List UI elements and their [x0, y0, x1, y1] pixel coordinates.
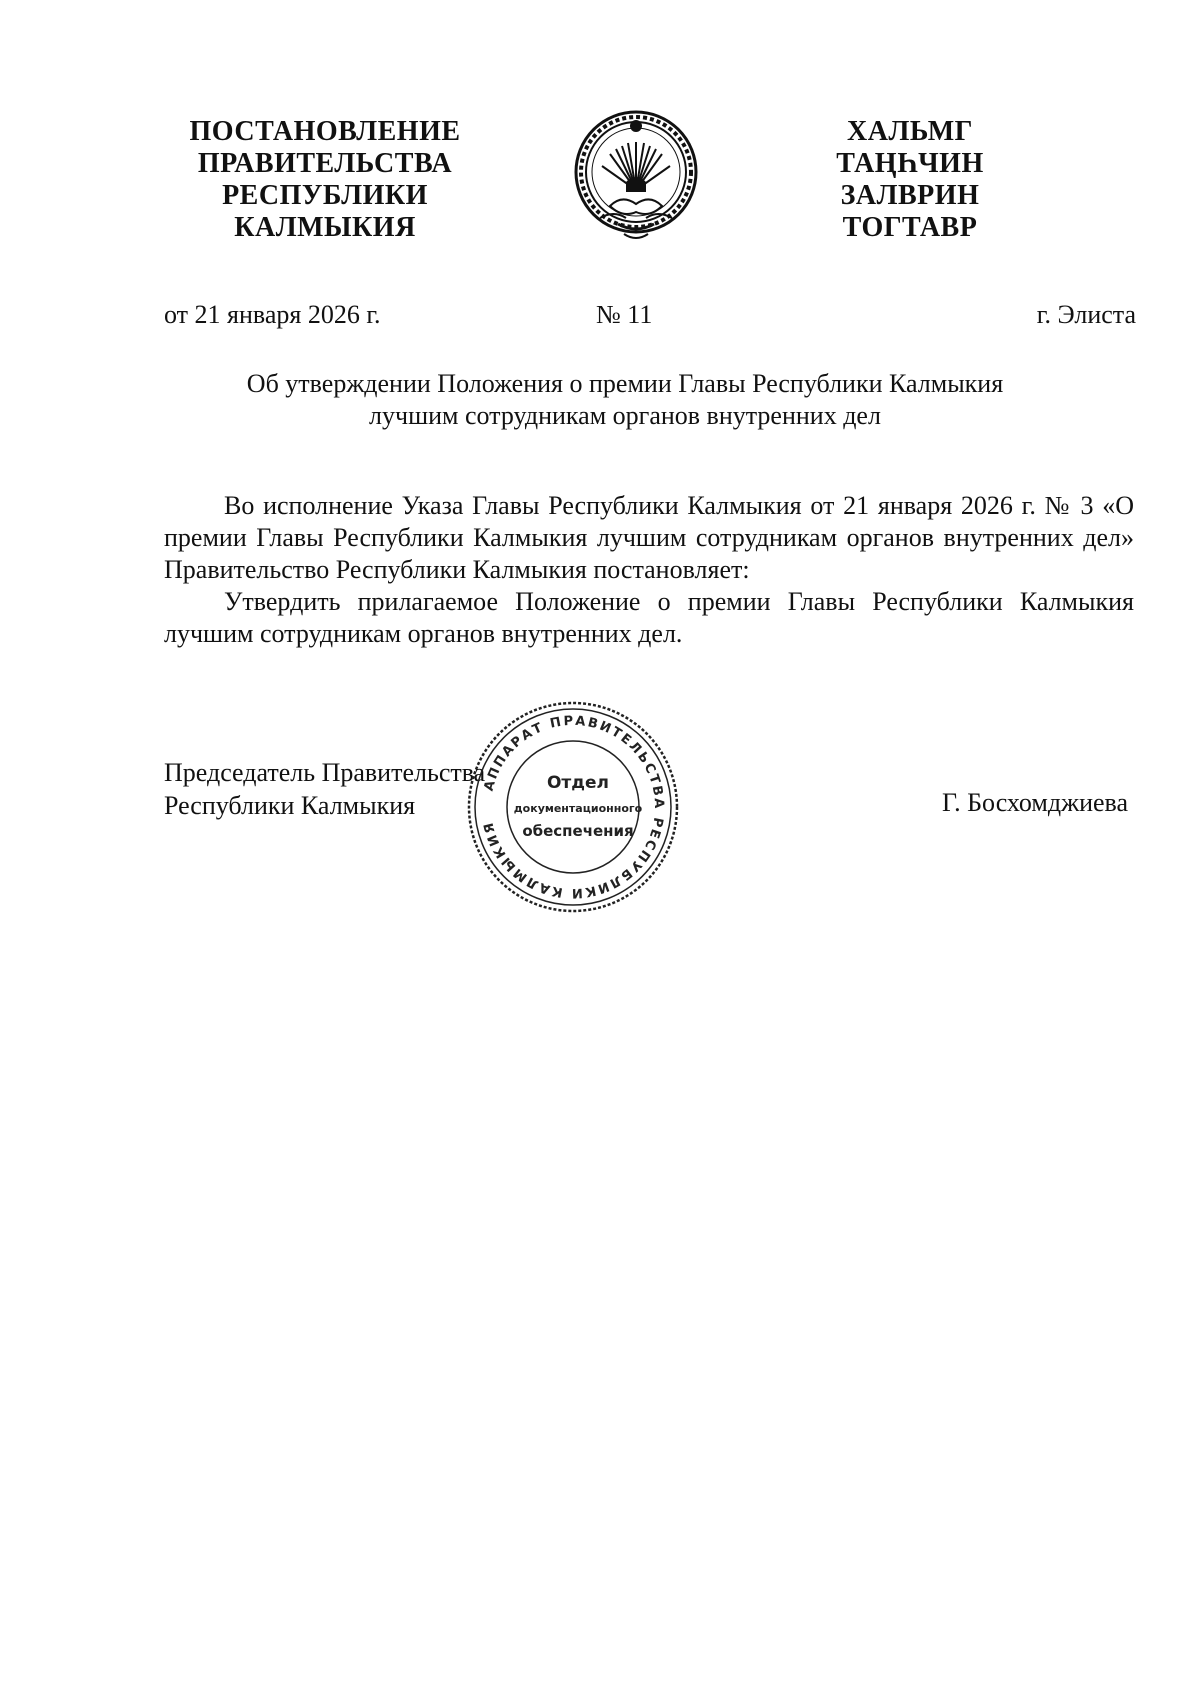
- document-title: [160, 368, 1090, 432]
- signatory-position-line-1: Председатель Правительства: [164, 758, 486, 787]
- document-number: № 11: [596, 300, 653, 329]
- header-right-line-2: ТАҢҺЧИН: [836, 148, 984, 179]
- document-body: [164, 490, 1134, 650]
- document-city: г. Элиста: [1036, 300, 1136, 329]
- header-right-line-3: ЗАЛВРИН: [840, 180, 980, 211]
- title-line-1: Об утверждении Положения о премии Главы Республики Калмыкия: [246, 369, 1004, 398]
- body-paragraph-1: Во исполнение Указа Главы Республики Калмыкия от 21 января 2026 г. № 3 «О премии Главы Республики Калмыкия лучшим сотрудникам органов внутренних дел» Правительство Республики Калмыкия постановляет:: [164, 491, 1134, 584]
- stamp-center-line-1: Отдел: [546, 773, 610, 793]
- kalmykia-coat-of-arms-icon: [570, 106, 702, 248]
- header-right-line-4: ТОГТАВР: [842, 212, 978, 243]
- signatory-position-line-2: Республики Калмыкия: [164, 791, 416, 820]
- stamp-center-line-2: документационного: [513, 802, 643, 815]
- signatory-position: [164, 756, 485, 822]
- body-paragraph-2: Утвердить прилагаемое Положение о премии Главы Республики Калмыкия лучшим сотрудникам органов внутренних дел.: [164, 587, 1134, 648]
- header-left-line-3: РЕСПУБЛИКИ: [222, 180, 428, 211]
- stamp-ring-text: АППАРАТ ПРАВИТЕЛЬСТВА РЕСПУБЛИКИ КАЛМЫКИЯ: [481, 713, 667, 901]
- header-right-line-1: ХАЛЬМГ: [847, 116, 973, 147]
- official-stamp: [462, 696, 684, 918]
- stamp-center-line-3: обеспечения: [522, 822, 634, 840]
- document-date: от 21 января 2026 г.: [164, 300, 381, 329]
- header-kalmyk-title: [800, 116, 1020, 244]
- header-left-line-1: ПОСТАНОВЛЕНИЕ: [189, 116, 461, 147]
- header-left-line-2: ПРАВИТЕЛЬСТВА: [197, 148, 453, 179]
- header-left-line-4: КАЛМЫКИЯ: [234, 212, 416, 243]
- header-russian-title: [180, 116, 470, 244]
- title-line-2: лучшим сотрудникам органов внутренних дел: [369, 401, 881, 430]
- signatory-name: Г. Босхомджиева: [942, 788, 1128, 817]
